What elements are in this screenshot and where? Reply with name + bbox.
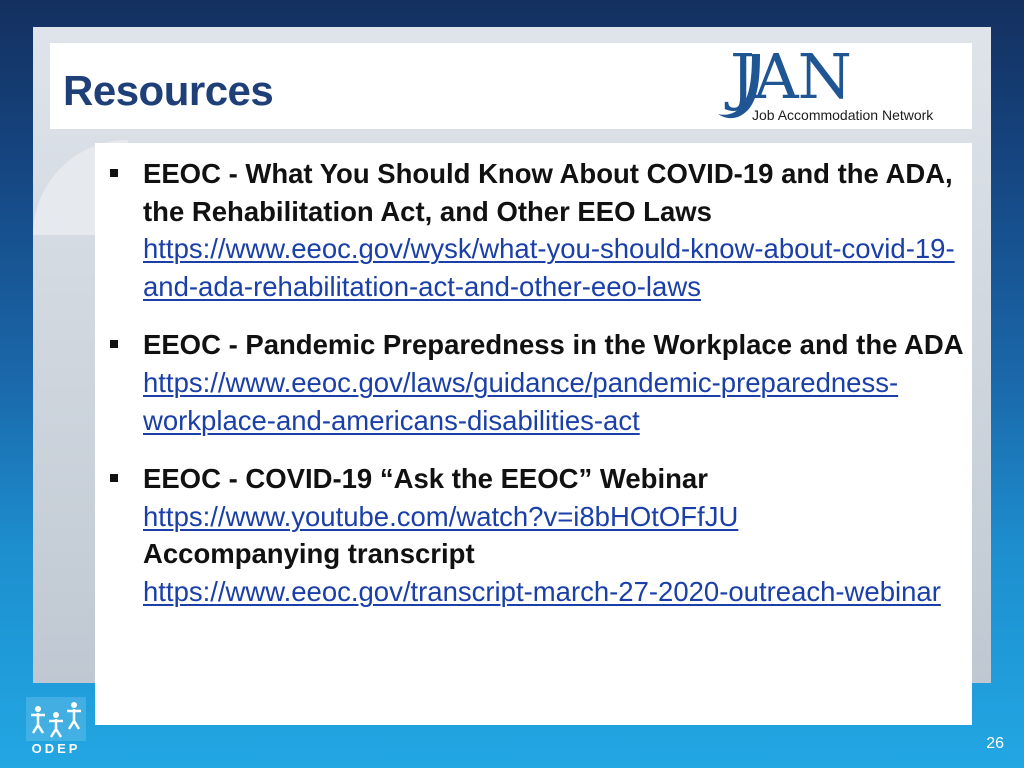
jan-logo	[716, 40, 962, 124]
list-item	[95, 326, 972, 439]
title-bar	[50, 40, 972, 129]
resource-link-transcript[interactable]: https://www.eeoc.gov/transcript-march-27-2020-outreach-webinar	[143, 575, 941, 607]
list-item	[95, 460, 972, 610]
page-number: 26	[986, 735, 1004, 752]
list-item	[95, 155, 972, 305]
resource-link[interactable]: https://www.eeoc.gov/laws/guidance/pandemic-preparedness-workplace-and-americans-disabilities-act	[143, 366, 899, 436]
resource-link[interactable]: https://www.eeoc.gov/wysk/what-you-should-know-about-covid-19-and-ada-rehabilitation-act-and-other-eeo-laws	[143, 233, 955, 302]
resource-title: EEOC - What You Should Know About COVID-19 and the ADA, the Rehabilitation Act, and Other EEO Laws	[143, 158, 953, 227]
square-bullet-icon	[110, 169, 118, 177]
square-bullet-icon	[110, 474, 118, 482]
jan-logo-letters: JAN	[730, 40, 851, 113]
jan-logo-tagline: Job Accommodation Network	[752, 107, 934, 123]
resource-title: EEOC - Pandemic Preparedness in the Workplace and the ADA	[143, 329, 964, 361]
resource-list	[95, 143, 972, 611]
resource-title: EEOC - COVID-19 “Ask the EEOC” Webinar	[143, 463, 708, 495]
odep-logo	[26, 697, 86, 757]
people-figures-icon	[26, 697, 86, 741]
page-title: Resources	[63, 67, 274, 114]
resource-link[interactable]: https://www.youtube.com/watch?v=i8bHOtOFfJU	[143, 500, 739, 532]
square-bullet-icon	[110, 340, 118, 348]
odep-logo-text: ODEP	[31, 741, 81, 756]
content-panel	[95, 143, 972, 725]
resource-subtitle: Accompanying transcript	[143, 538, 475, 570]
